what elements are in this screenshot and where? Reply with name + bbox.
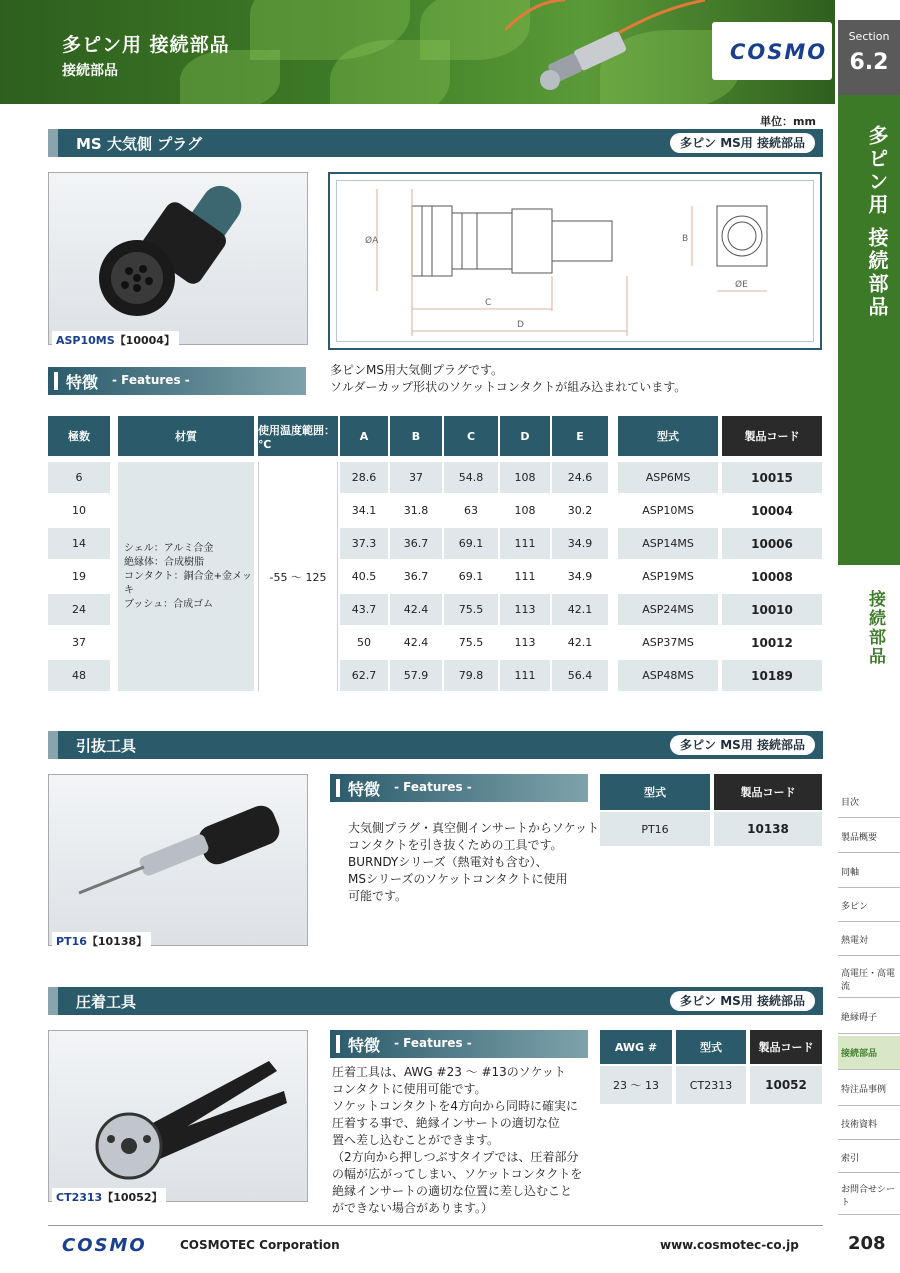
cell-code: 10052 — [765, 1078, 807, 1092]
section-title: 圧着工具 — [76, 993, 137, 1011]
unit-label: 単位：mm — [760, 115, 816, 128]
features-en: - Features - — [394, 1036, 472, 1050]
footer-logo: COSMO — [62, 1235, 147, 1256]
dim-a-label: ØA — [365, 236, 379, 246]
footer-corp: COSMOTEC Corporation — [180, 1238, 340, 1252]
nav-item[interactable]: 絶縁碍子 — [838, 1000, 900, 1034]
dim-d-label: D — [517, 320, 524, 330]
cable-photo — [505, 0, 705, 104]
caption-model: ASP10MS — [56, 334, 115, 347]
nav-item[interactable]: 技術資料 — [838, 1108, 900, 1140]
cell-code: 10004 — [751, 503, 793, 518]
category-tag: 多ピン MS用 接続部品 — [670, 735, 815, 755]
cell-b: 31.8 — [403, 504, 429, 517]
desc-line: BURNDYシリーズ（熱電対も含む）、 — [348, 855, 548, 869]
cell-d: 111 — [514, 537, 536, 550]
features-heading — [48, 367, 306, 395]
cell-pins: 10 — [72, 504, 86, 517]
desc-line: 絶縁インサートの適切な位置に差し込むこと — [332, 1184, 573, 1198]
cell-awg: 23 ～ 13 — [613, 1079, 659, 1092]
footer-url[interactable]: www.cosmotec-co.jp — [660, 1238, 799, 1252]
cell-model: ASP48MS — [642, 669, 694, 682]
cell-code: 10010 — [751, 602, 793, 617]
cell-e: 34.9 — [567, 537, 593, 550]
features-label: 特徴 — [348, 1036, 381, 1055]
cell-pins: 19 — [72, 570, 86, 583]
desc-line: （2方向から押しつぶすタイプでは、圧着部分 — [332, 1150, 579, 1164]
cell-d: 113 — [514, 636, 536, 649]
desc-line: MSシリーズのソケットコンタクトに使用 — [348, 872, 568, 886]
desc-line: コンタクトに使用可能です。 — [332, 1082, 487, 1096]
features-en: - Features - — [112, 373, 190, 387]
cell-e: 42.1 — [567, 603, 593, 616]
caption-code: 【10138】 — [86, 935, 148, 948]
desc-line: 置へ差し込むことができます。 — [332, 1133, 500, 1147]
cell-code: 10006 — [751, 536, 793, 551]
nav-item[interactable]: 同軸 — [838, 855, 900, 888]
cell-a: 34.1 — [351, 504, 377, 517]
dim-e-label: ØE — [735, 280, 748, 290]
cell-c: 54.8 — [458, 471, 484, 484]
desc-line: 多ピンMS用大気側プラグです。 — [330, 363, 504, 377]
section-label: Section — [848, 30, 890, 43]
product-description — [348, 820, 599, 905]
cell-d: 111 — [514, 570, 536, 583]
cell-b: 37 — [409, 471, 423, 484]
cell-c: 69.1 — [458, 537, 484, 550]
nav-item[interactable]: 高電圧・高電流 — [838, 960, 900, 998]
th-model: 型式 — [676, 1030, 746, 1064]
desc-line: 大気側プラグ・真空側インサートからソケット — [348, 821, 600, 835]
cell-code: 10012 — [751, 635, 793, 650]
cell-e: 24.6 — [567, 471, 593, 484]
section-title: MS 大気側 プラグ — [76, 135, 203, 153]
th-pins: 極数 — [48, 416, 110, 456]
material-line: シェル：アルミ合金 — [124, 542, 214, 554]
desc-line: ができない場合があります。） — [332, 1201, 494, 1215]
caption-model: PT16 — [56, 935, 87, 948]
nav-item[interactable]: 索引 — [838, 1142, 900, 1173]
th-a: A — [340, 416, 388, 456]
th-b: B — [390, 416, 442, 456]
cell-pins: 24 — [72, 603, 86, 616]
nav-item[interactable]: 製品概要 — [838, 820, 900, 853]
section-bar-extraction-tool — [48, 731, 823, 759]
desc-line: 圧着する事で、絶縁インサートの適切な位 — [332, 1116, 560, 1130]
section-bar-crimp-tool — [48, 987, 823, 1015]
cell-model: CT2313 — [689, 1078, 733, 1092]
cell-b: 36.7 — [403, 570, 429, 583]
cell-temp: -55 ～ 125 — [258, 462, 338, 691]
cell-d: 113 — [514, 603, 536, 616]
th-code: 製品コード — [714, 774, 822, 810]
cell-code: 10138 — [747, 822, 789, 836]
cell-model: ASP10MS — [642, 504, 694, 517]
desc-line: 可能です。 — [348, 889, 408, 903]
th-model: 型式 — [600, 774, 710, 810]
caption-code: 【10004】 — [114, 334, 175, 347]
footer-divider — [48, 1225, 823, 1226]
cell-model: PT16 — [641, 822, 669, 836]
features-en: - Features - — [394, 780, 472, 794]
cell-model: ASP24MS — [642, 603, 694, 616]
plug-image — [49, 173, 307, 344]
cell-pins: 6 — [75, 471, 83, 484]
nav-item[interactable]: 多ピン — [838, 889, 900, 922]
cell-d: 111 — [514, 669, 536, 682]
tool-image — [49, 775, 307, 945]
cell-model: ASP19MS — [642, 570, 694, 583]
desc-line: 圧着工具は、AWG #23 ～ #13のソケット — [332, 1065, 566, 1079]
nav-item[interactable]: 特注品事例 — [838, 1072, 900, 1106]
material-line: 絶縁体：合成樹脂 — [124, 556, 204, 568]
cell-pins: 14 — [72, 537, 86, 550]
th-code: 製品コード — [722, 416, 822, 456]
section-vertical-sub: 接続部品 — [865, 590, 885, 666]
section-bar-plug — [48, 129, 823, 157]
page-title: 多ピン用 接続部品 — [62, 34, 230, 56]
cell-e: 42.1 — [567, 636, 593, 649]
category-tag: 多ピン MS用 接続部品 — [670, 133, 815, 153]
th-c: C — [444, 416, 498, 456]
product-description — [332, 1064, 582, 1217]
desc-line: ソケットコンタクトを4方向から同時に確実に — [332, 1099, 578, 1113]
features-heading — [330, 1030, 588, 1058]
cell-material — [118, 462, 254, 691]
cell-d: 108 — [514, 504, 536, 517]
th-temp: 使用温度範囲：℃ — [258, 416, 338, 456]
cell-a: 28.6 — [351, 471, 377, 484]
cell-e: 56.4 — [567, 669, 593, 682]
product-photo-ct2313 — [48, 1030, 308, 1202]
dim-b-label: B — [682, 234, 689, 244]
material-line: コンタクト：銅合金+金メッキ — [124, 570, 252, 596]
cell-b: 42.4 — [403, 603, 429, 616]
th-model: 型式 — [618, 416, 718, 456]
desc-line: の幅が広がってしまい、ソケットコンタクトを — [332, 1167, 583, 1181]
cell-code: 10015 — [751, 470, 793, 485]
desc-line: ソルダーカップ形状のソケットコンタクトが組み込まれています。 — [330, 380, 687, 394]
section-number: 6.2 — [849, 50, 889, 75]
cell-e: 30.2 — [567, 504, 593, 517]
caption-code: 【10052】 — [102, 1191, 163, 1204]
cell-c: 79.8 — [458, 669, 484, 682]
nav-item[interactable]: 目次 — [838, 785, 900, 818]
cell-code: 10008 — [751, 569, 793, 584]
cell-b: 57.9 — [403, 669, 429, 682]
material-line: ブッシュ：合成ゴム — [124, 598, 214, 610]
desc-line: コンタクトを引き抜くための工具です。 — [348, 838, 563, 852]
product-description — [330, 362, 686, 396]
cell-b: 42.4 — [403, 636, 429, 649]
drawing-svg — [337, 181, 813, 341]
section-title: 引抜工具 — [76, 737, 137, 755]
th-e: E — [552, 416, 608, 456]
features-heading — [330, 774, 588, 802]
nav-item[interactable]: 接続部品 — [838, 1036, 900, 1070]
cell-a: 37.3 — [351, 537, 377, 550]
photo-caption — [52, 1188, 166, 1206]
nav-item[interactable]: 熱電対 — [838, 923, 900, 956]
features-label: 特徴 — [66, 373, 99, 392]
section-vertical-title: 多ピン用 接続部品 — [865, 125, 889, 319]
drawing-area — [336, 180, 814, 342]
features-label: 特徴 — [348, 780, 381, 799]
cell-pins: 37 — [72, 636, 86, 649]
cell-a: 50 — [357, 636, 371, 649]
cell-model: ASP6MS — [645, 471, 691, 484]
cell-model: ASP37MS — [642, 636, 694, 649]
th-awg: AWG # — [600, 1030, 672, 1064]
dim-c-label: C — [485, 298, 492, 308]
brand-logo: COSMO — [730, 40, 828, 64]
cell-c: 75.5 — [458, 636, 484, 649]
cell-c: 63 — [464, 504, 478, 517]
cell-model: ASP14MS — [642, 537, 694, 550]
cell-a: 40.5 — [351, 570, 377, 583]
product-photo-asp10ms — [48, 172, 308, 345]
cell-a: 43.7 — [351, 603, 377, 616]
caption-model: CT2313 — [56, 1191, 103, 1204]
nav-item[interactable]: お問合せシート — [838, 1175, 900, 1215]
category-tag: 多ピン MS用 接続部品 — [670, 991, 815, 1011]
cell-d: 108 — [514, 471, 536, 484]
page-number: 208 — [848, 1233, 886, 1254]
th-code: 製品コード — [750, 1030, 822, 1064]
th-material: 材質 — [118, 416, 254, 456]
product-photo-pt16 — [48, 774, 308, 946]
page-subtitle: 接続部品 — [62, 63, 118, 79]
photo-caption — [52, 932, 151, 950]
th-d: D — [500, 416, 550, 456]
cell-a: 62.7 — [351, 669, 377, 682]
crimp-tool-image — [49, 1031, 307, 1201]
photo-caption — [52, 331, 179, 349]
cell-code: 10189 — [751, 668, 793, 683]
cell-c: 69.1 — [458, 570, 484, 583]
cell-e: 34.9 — [567, 570, 593, 583]
cell-c: 75.5 — [458, 603, 484, 616]
cell-pins: 48 — [72, 669, 86, 682]
cell-b: 36.7 — [403, 537, 429, 550]
